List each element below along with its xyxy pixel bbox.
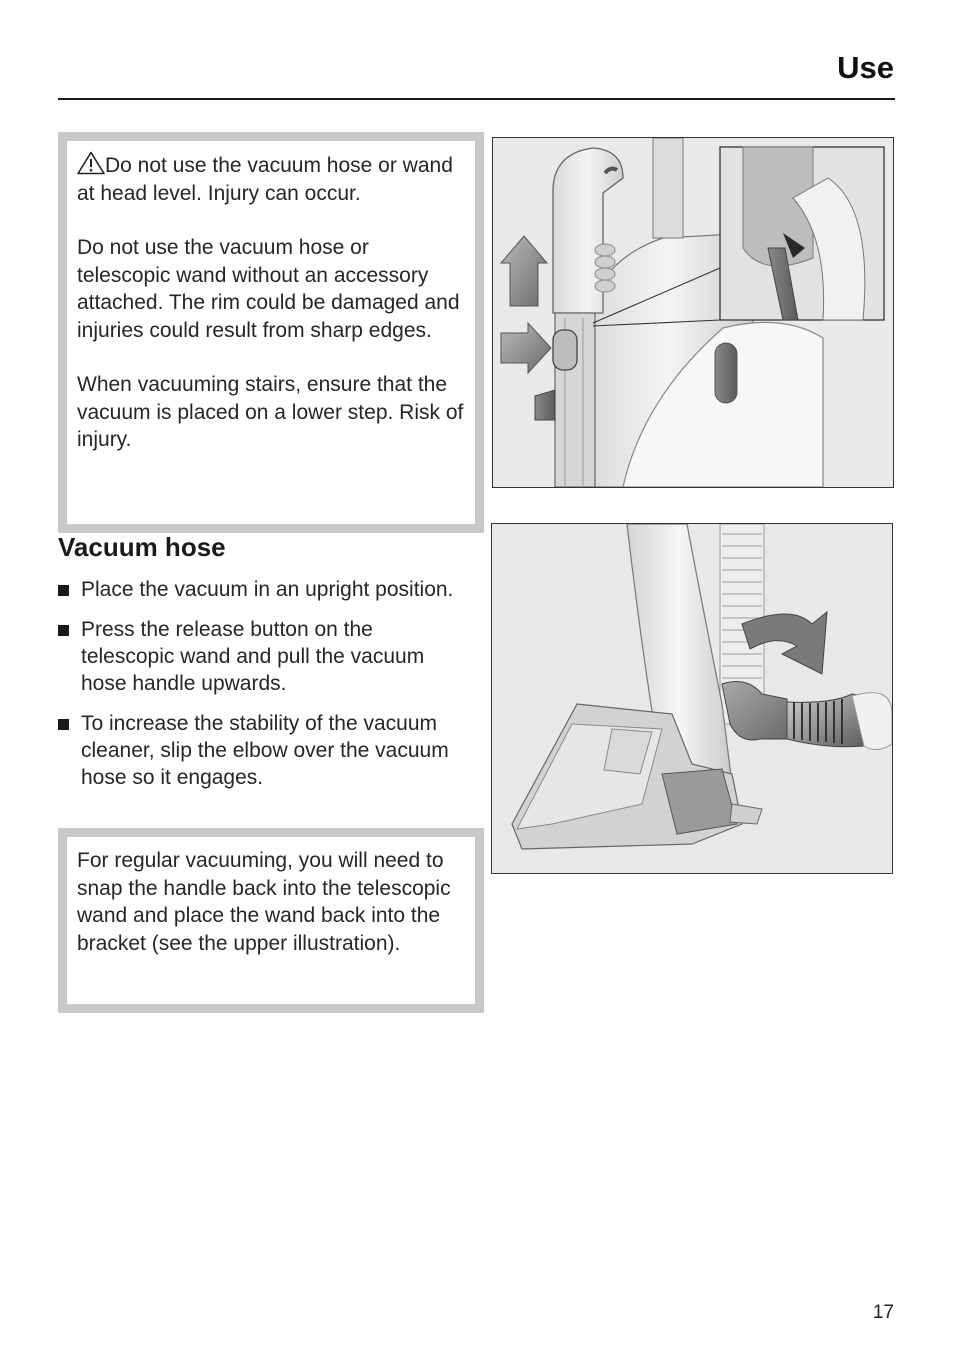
section-heading: Vacuum hose [58,532,226,562]
square-bullet-icon [58,719,69,730]
warning-paragraph-1 [77,151,465,207]
header-divider [58,98,895,100]
vacuum-handle-release-illustration [492,137,894,488]
warning-text-1: Do not use the vacuum hose or wand at head level. Injury can occur. [77,154,453,205]
page-title: Use [837,50,894,85]
square-bullet-icon [58,625,69,636]
warning-paragraph-3: When vacuuming stairs, ensure that the vacuum is placed on a lower step. Risk of injury. [77,373,464,451]
square-bullet-icon [58,585,69,596]
list-item [58,710,468,791]
step-text: Place the vacuum in an upright position. [81,578,454,601]
warning-triangle-icon [77,151,105,175]
vacuum-hose-elbow-illustration [491,523,893,874]
instruction-list [58,576,468,804]
page-number: 17 [872,1302,894,1323]
list-item [58,616,468,697]
warning-box [58,132,484,533]
warning-paragraph-2: Do not use the vacuum hose or telescopic wand without an accessory attached. The rim could be damaged and injuries could result from sharp edges. [77,236,460,342]
step-text: Press the release button on the telescopic wand and pull the vacuum hose handle upwards. [81,618,425,695]
tip-text: For regular vacuuming, you will need to snap the handle back into the telescopic wand and place the wand back into the bracket (see the upper illustration). [77,849,451,955]
step-text: To increase the stability of the vacuum cleaner, slip the elbow over the vacuum hose so it engages. [81,712,449,789]
list-item [58,576,468,603]
tip-box [58,828,484,1013]
